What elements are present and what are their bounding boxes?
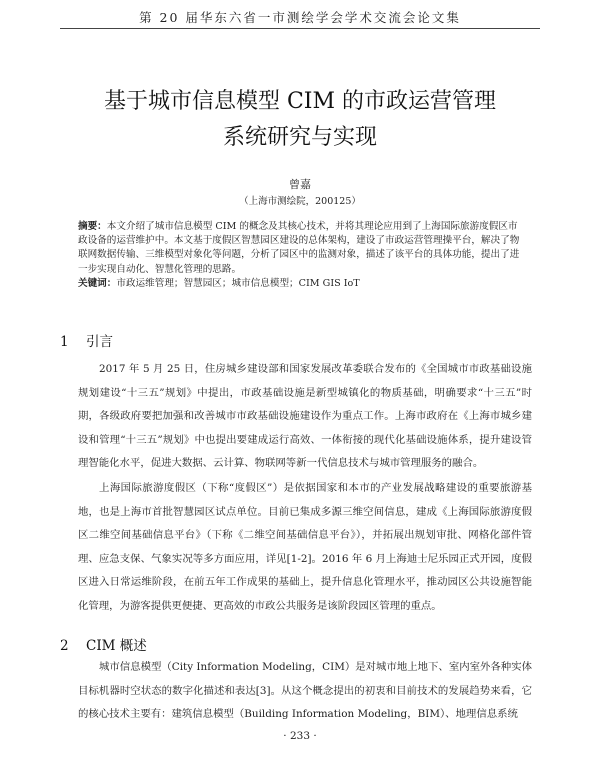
section-number: 1 bbox=[60, 334, 69, 350]
section-heading-intro bbox=[60, 330, 113, 350]
running-header: 第 20 届华东六省一市测绘学会学术交流会论文集 bbox=[139, 10, 461, 25]
section-title: 引言 bbox=[86, 334, 113, 350]
body-paragraph-intro-1: 2017 年 5 月 25 日，住房城乡建设部和国家发展改革委联合发布的《全国城市市政基础设施规划建设“十三五”规划》中提出，市政基础设施是新型城镇化的物质基础，明确要求“十三五”时期，各级政府要把加强和改善城市市政基础设施建设作为重点工作。上海市政府在《上海市城乡建设和管理“十三五”规划》中也提出要建成运行高效、一体衔接的现代化基础设施体系，提升建设管理智能化水平，促进大数据、云计算、物联网等新一代信息技术与城市管理服务的融合。 bbox=[78, 363, 532, 469]
header-rule bbox=[60, 28, 540, 29]
section-number: 2 bbox=[60, 638, 69, 654]
body-paragraph-cim-1: 城市信息模型（City Information Modeling，CIM）是对城市地上地下、室内室外各种实体目标机器时空状态的数字化描述和表达[3]。从这个概念提出的初衷和目前技术的发展趋势来看，它的核心技术主要有：建筑信息模型（Building Information Modeling，BIM）、地理信息系统 bbox=[78, 661, 532, 720]
paper-title bbox=[60, 84, 540, 156]
abstract-block bbox=[78, 220, 526, 291]
keywords bbox=[78, 277, 526, 291]
body-paragraph-intro-2: 上海国际旅游度假区（下称“度假区”）是依据国家和本市的产业发展战略建设的重要旅游基地，也是上海市首批智慧园区试点单位。目前已集成多源三维空间信息，建成《上海国际旅游度假区二维空间基础信息平台》（下称《二维空间基础信息平台》），并拓展出规划审批、网格化部件管理、应急支保、气象实况等多方面应用，详见[1-2]。2016 年 6 月上海迪士尼乐园正式开园，度假区进入日常运维阶段，在前五年工作成果的基础上，提升信息化管理水平，推动园区公共设施智能化管理，为游客提供更便捷、更高效的市政公共服务是该阶段园区管理的重点。 bbox=[78, 482, 532, 612]
title-line-1: 基于城市信息模型 CIM 的市政运营管理 bbox=[103, 89, 497, 114]
abstract-label: 摘要： bbox=[78, 221, 107, 232]
section-title: CIM 概述 bbox=[86, 638, 147, 654]
page-number: · 233 · bbox=[283, 730, 317, 742]
section-heading-cim bbox=[60, 634, 147, 654]
author-name: 曾嘉 bbox=[289, 178, 311, 191]
abstract-text: 本文介绍了城市信息模型 CIM 的概念及其核心技术，并将其理论应用到了上海国际旅游度假区市政设备的运营维护中。本文基于度假区智慧园区建设的总体架构，建设了市政运营管理操平台，解决了物联网数据传输、三维模型对象化等问题，分析了园区中的监测对象，描述了该平台的具体功能，提出了进一步实现自动化、智慧化管理的思路。 bbox=[78, 221, 520, 275]
author-affiliation: （上海市测绘院，200125） bbox=[239, 196, 361, 207]
keywords-text: 市政运维管理；智慧园区；城市信息模型；CIM GIS IoT bbox=[116, 277, 360, 289]
keywords-label: 关键词： bbox=[78, 277, 117, 289]
abstract bbox=[78, 220, 526, 277]
title-line-2: 系统研究与实现 bbox=[222, 125, 377, 150]
